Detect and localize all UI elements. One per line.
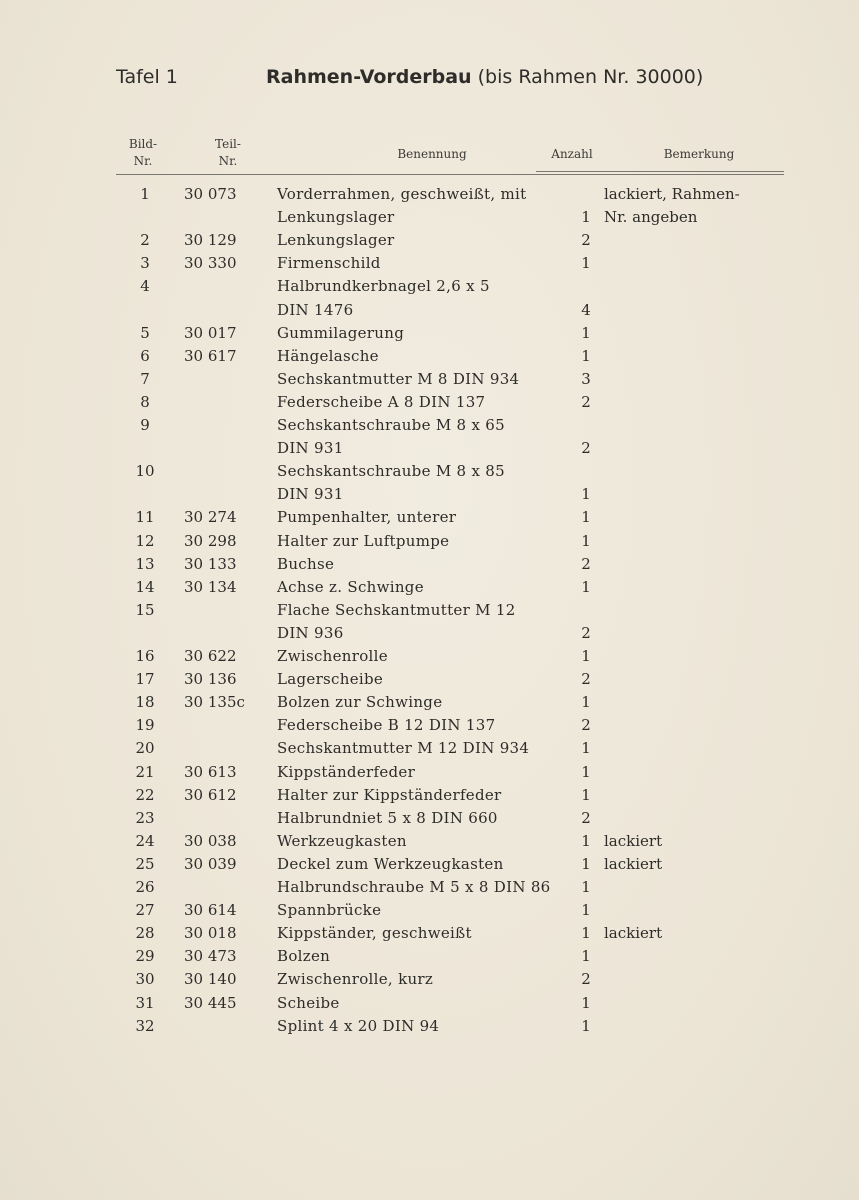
table-row [0,231,859,254]
cell-bild-nr: 23 [135,808,155,827]
cell-bemerkung: lackiert [604,924,663,943]
cell-benennung: Halbrundniet 5 x 8 DIN 660 [277,808,498,827]
cell-teil-nr: 30 017 [184,323,237,342]
cell-benennung: Zwischenrolle, kurz [277,970,434,989]
cell-bild-nr: 8 [140,392,150,411]
cell-bild-nr: 30 [135,970,155,989]
cell-benennung: Lenkungslager [277,208,395,227]
header-rule-upper [536,171,784,172]
cell-bild-nr: 24 [135,831,155,850]
cell-anzahl: 1 [581,878,591,896]
cell-anzahl: 4 [581,300,591,319]
column-header-teil-line2: Nr. [218,154,238,168]
table-row [0,324,859,347]
cell-bemerkung: lackiert, Rahmen- [604,185,740,203]
cell-teil-nr: 30 133 [184,554,237,573]
cell-bild-nr: 11 [135,508,155,527]
table-row [0,786,859,809]
cell-benennung: Kippständer, geschweißt [277,924,472,943]
cell-benennung: DIN 931 [277,439,344,458]
table-row [0,716,859,739]
column-header-benennung: Benennung [397,147,467,161]
cell-bild-nr: 3 [140,254,150,273]
table-row [0,439,859,462]
cell-teil-nr: 30 136 [184,670,237,689]
table-row [0,693,859,716]
cell-teil-nr: 30 330 [184,254,237,273]
table-row [0,1017,859,1040]
cell-bild-nr: 25 [135,854,155,873]
cell-benennung: Flache Sechskantmutter M 12 [277,600,516,619]
cell-anzahl: 1 [581,993,591,1012]
cell-anzahl: 1 [581,831,591,850]
cell-benennung: Sechskantschraube M 8 x 85 [277,462,505,481]
cell-anzahl: 1 [581,901,591,920]
cell-anzahl: 2 [581,623,591,642]
cell-teil-nr: 30 073 [184,185,237,203]
cell-benennung: Werkzeugkasten [277,831,407,850]
cell-bild-nr: 4 [140,277,150,296]
cell-bild-nr: 31 [135,993,155,1012]
table-row [0,393,859,416]
cell-anzahl: 1 [581,762,591,781]
column-header-teil [196,136,260,170]
cell-benennung: Sechskantschraube M 8 x 65 [277,416,505,434]
cell-teil-nr: 30 039 [184,854,237,873]
cell-benennung: Bolzen zur Schwinge [277,693,443,712]
cell-benennung: Lenkungslager [277,231,395,250]
cell-anzahl: 1 [581,947,591,966]
cell-benennung: DIN 931 [277,485,344,504]
table-row [0,970,859,993]
table-row [0,624,859,647]
cell-anzahl: 2 [581,808,591,827]
cell-teil-nr: 30 473 [184,947,237,966]
cell-teil-nr: 30 614 [184,901,237,920]
cell-benennung: Scheibe [277,993,340,1012]
cell-benennung: Kippständerfeder [277,762,416,781]
table-row [0,301,859,324]
page-title [266,66,703,88]
cell-teil-nr: 30 617 [184,346,237,365]
column-header-teil-line1: Teil- [215,137,241,151]
cell-bild-nr: 2 [140,231,150,250]
cell-anzahl: 1 [581,208,591,227]
cell-benennung: Federscheibe B 12 DIN 137 [277,716,496,735]
cell-anzahl: 2 [581,231,591,250]
cell-benennung: Pumpenhalter, unterer [277,508,457,527]
cell-benennung: DIN 936 [277,623,344,642]
table-row [0,347,859,370]
cell-benennung: Lagerscheibe [277,670,384,689]
cell-bild-nr: 6 [140,346,150,365]
cell-teil-nr: 30 134 [184,577,237,596]
cell-benennung: Firmenschild [277,254,381,273]
cell-teil-nr: 30 140 [184,970,237,989]
cell-teil-nr: 30 129 [184,231,237,250]
cell-bild-nr: 12 [135,531,155,550]
table-row [0,994,859,1017]
table-row [0,508,859,531]
cell-benennung: Buchse [277,554,335,573]
table-row [0,532,859,555]
table-row [0,277,859,300]
cell-teil-nr: 30 274 [184,508,237,527]
cell-teil-nr: 30 612 [184,785,237,804]
column-header-bild [118,136,168,170]
cell-anzahl: 3 [581,369,591,388]
cell-anzahl: 1 [581,739,591,758]
cell-bild-nr: 17 [135,670,155,689]
cell-benennung: Halbrundschraube M 5 x 8 DIN 86 [277,878,551,896]
table-row [0,878,859,901]
cell-anzahl: 1 [581,346,591,365]
cell-bild-nr: 10 [135,462,155,481]
cell-anzahl: 2 [581,970,591,989]
cell-benennung: Federscheibe A 8 DIN 137 [277,392,486,411]
cell-anzahl: 1 [581,693,591,712]
cell-benennung: Deckel zum Werkzeugkasten [277,854,504,873]
cell-benennung: Achse z. Schwinge [277,577,424,596]
cell-anzahl: 1 [581,854,591,873]
cell-benennung: Vorderrahmen, geschweißt, mit [277,185,527,203]
cell-benennung: Splint 4 x 20 DIN 94 [277,1016,440,1035]
cell-bemerkung: Nr. angeben [604,208,698,227]
cell-bild-nr: 28 [135,924,155,943]
table-row [0,809,859,832]
cell-benennung: Bolzen [277,947,331,966]
cell-bild-nr: 20 [135,739,155,758]
table-row [0,254,859,277]
cell-benennung: Sechskantmutter M 8 DIN 934 [277,369,520,388]
cell-teil-nr: 30 622 [184,647,237,665]
cell-teil-nr: 30 135c [184,693,245,712]
column-header-bemerkung: Bemerkung [663,147,735,161]
cell-benennung: Sechskantmutter M 12 DIN 934 [277,739,530,758]
cell-anzahl: 1 [581,485,591,504]
cell-benennung: Hängelasche [277,346,379,365]
cell-bild-nr: 19 [135,716,155,735]
cell-bild-nr: 32 [135,1016,155,1035]
cell-benennung: Gummilagerung [277,323,405,342]
cell-teil-nr: 30 445 [184,993,237,1012]
cell-bild-nr: 1 [140,185,150,203]
table-row [0,462,859,485]
table-row [0,647,859,670]
column-header-anzahl: Anzahl [551,147,593,161]
cell-bemerkung: lackiert [604,831,663,850]
cell-anzahl: 2 [581,716,591,735]
table-row [0,901,859,924]
cell-bild-nr: 29 [135,947,155,966]
cell-anzahl: 2 [581,554,591,573]
table-row [0,555,859,578]
cell-anzahl: 1 [581,785,591,804]
table-row [0,601,859,624]
column-header-bild-line1: Bild- [128,137,158,151]
cell-anzahl: 2 [581,439,591,458]
cell-benennung: DIN 1476 [277,300,354,319]
cell-anzahl: 1 [581,647,591,665]
cell-teil-nr: 30 298 [184,531,237,550]
cell-bild-nr: 16 [135,647,155,665]
cell-anzahl: 1 [581,924,591,943]
cell-teil-nr: 30 613 [184,762,237,781]
header-rule [116,174,784,175]
cell-bild-nr: 26 [135,878,155,896]
cell-benennung: Halter zur Kippständerfeder [277,785,502,804]
cell-anzahl: 1 [581,508,591,527]
table-row [0,208,859,231]
table-row [0,739,859,762]
cell-bild-nr: 15 [135,600,155,619]
table-row [0,185,859,208]
cell-bild-nr: 27 [135,901,155,920]
cell-anzahl: 2 [581,392,591,411]
cell-bild-nr: 18 [135,693,155,712]
table-row [0,370,859,393]
table-row [0,855,859,878]
cell-teil-nr: 30 038 [184,831,237,850]
cell-bemerkung: lackiert [604,854,663,873]
cell-bild-nr: 9 [140,416,150,434]
page-header [116,66,756,96]
cell-anzahl: 1 [581,531,591,550]
cell-benennung: Halter zur Luftpumpe [277,531,450,550]
table-row [0,832,859,855]
cell-anzahl: 1 [581,254,591,273]
plate-label: Tafel 1 [116,66,178,88]
title-suffix: (bis Rahmen Nr. 30000) [477,66,704,88]
cell-bild-nr: 22 [135,785,155,804]
table-row [0,947,859,970]
table-row [0,670,859,693]
title-main: Rahmen-Vorderbau [266,66,472,88]
table-row [0,416,859,439]
cell-bild-nr: 5 [140,323,150,342]
cell-anzahl: 1 [581,323,591,342]
cell-bild-nr: 21 [135,762,155,781]
column-header-bild-line2: Nr. [133,154,153,168]
cell-benennung: Halbrundkerbnagel 2,6 x 5 [277,277,490,296]
table-row [0,924,859,947]
table-row [0,578,859,601]
cell-anzahl: 2 [581,670,591,689]
table-row [0,763,859,786]
cell-benennung: Zwischenrolle [277,647,388,665]
cell-bild-nr: 14 [135,577,155,596]
cell-anzahl: 1 [581,577,591,596]
cell-anzahl: 1 [581,1016,591,1035]
cell-benennung: Spannbrücke [277,901,382,920]
table-row [0,485,859,508]
cell-teil-nr: 30 018 [184,924,237,943]
cell-bild-nr: 13 [135,554,155,573]
cell-bild-nr: 7 [140,369,150,388]
